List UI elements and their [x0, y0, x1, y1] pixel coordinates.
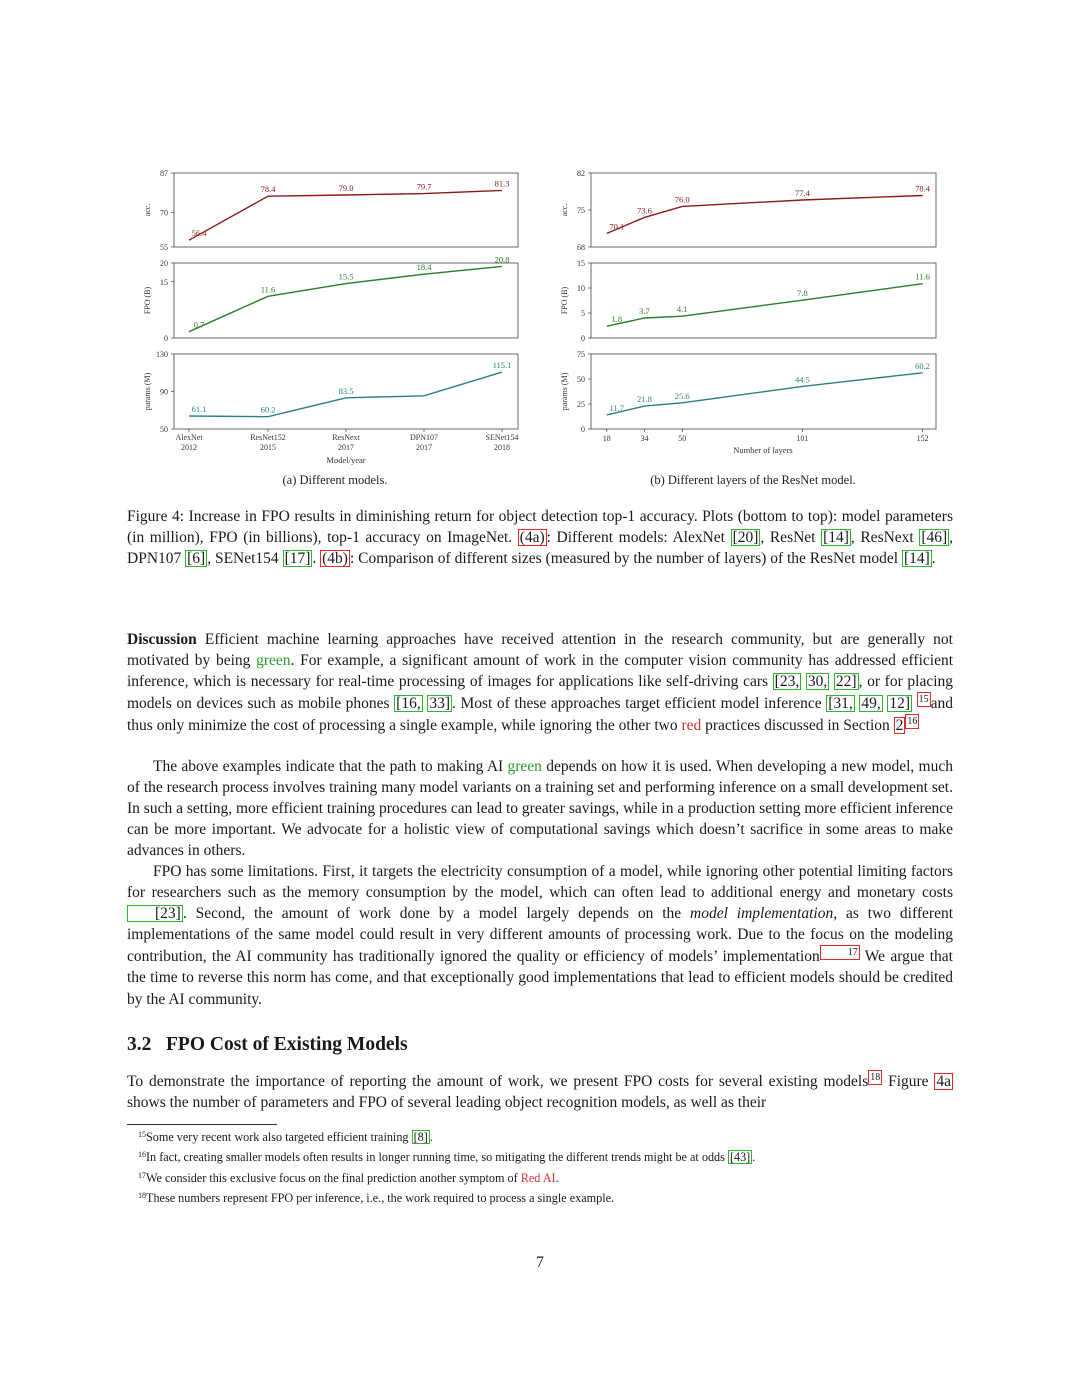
x-tick-label: SENet154	[485, 433, 519, 442]
y-axis-label: acc.	[143, 203, 152, 217]
x-tick-label: 50	[678, 434, 687, 443]
data-label: 61.1	[191, 403, 207, 414]
x-axis-label: Number of layers	[733, 445, 793, 455]
citation-33[interactable]: 33]	[429, 695, 450, 713]
footnote-18: $^{18}$These numbers represent FPO per inference, i.e., the work required to process a single example.	[138, 1190, 615, 1205]
y-axis-label: params (M)	[143, 372, 152, 411]
data-label: 70.1	[609, 221, 625, 232]
footnote-mark-18[interactable]: 18	[870, 1072, 881, 1083]
y-tick-label: 50	[577, 375, 585, 384]
y-tick-label: 90	[160, 387, 168, 397]
footnote-divider	[127, 1124, 277, 1125]
data-label: 11.6	[915, 271, 930, 282]
y-tick-label: 70	[160, 208, 168, 218]
data-label: 44.5	[794, 374, 810, 385]
y-axis-label: acc.	[560, 203, 569, 217]
citation-14[interactable]: [14]	[823, 529, 849, 547]
discussion-heading: Discussion	[127, 631, 197, 648]
y-tick-label: 130	[156, 350, 168, 359]
citation-12[interactable]: 12]	[889, 695, 911, 713]
data-label: 60.2	[260, 404, 276, 415]
data-label: 115.1	[492, 360, 512, 371]
footnote-16: $^{16}$In fact, creating smaller models often results in longer running time, so mitigating the different trends might be at odds [43] .	[138, 1150, 756, 1165]
x-tick-year: 2017	[416, 443, 432, 452]
figure-4	[0, 0, 1080, 500]
y-axis-label: FPO (B)	[143, 286, 152, 315]
data-label: 0.7	[193, 319, 205, 330]
y-tick-label: 0	[581, 425, 585, 434]
section-number: 3.2	[127, 1034, 152, 1055]
footnote-15: $^{15}$Some very recent work also targeted efficient training [8] .	[138, 1130, 433, 1144]
figref-4a[interactable]: (4a)	[519, 529, 545, 547]
citation-20[interactable]: [20]	[732, 529, 759, 547]
x-axis-label: Model/year	[326, 455, 366, 465]
data-label: 78.4	[260, 184, 276, 195]
y-tick-label: 25	[577, 400, 585, 409]
y-tick-label: 75	[577, 206, 585, 215]
series-line	[607, 373, 923, 415]
citation-14[interactable]: [14]	[903, 550, 930, 568]
citation-30[interactable]: 30,	[807, 673, 828, 691]
data-label: 11.7	[609, 402, 625, 413]
data-label: 81.3	[494, 178, 510, 189]
data-label: 76.0	[674, 194, 690, 205]
discussion-paragraph-3: FPO has some limitations. First, it targets the electricity consumption of a model, while ignoring other potential limiting factors for researchers such as the memory consumption by the model, which can often lead to additional energy and monetary costs [23] . Second, the amount of work done by a model largely depends on the model implementation, as two different implementations of the same model could result in very different amounts of processing work. Due to the focus on the modeling contribution, the AI community has traditionally ignored the quality or efficiency of models’ implementation 17 We argue that the time to reverse this norm has come, and that exceptionally good implementations that lead to efficient models should be credited by the AI community.	[127, 863, 954, 1008]
footnote-17: $^{17}$We consider this exclusive focus on the final prediction another symptom of Red AI.	[138, 1170, 559, 1185]
citation-6[interactable]: [6]	[187, 550, 206, 568]
citation-16[interactable]: [16,	[396, 695, 421, 713]
y-tick-label: 87	[160, 169, 168, 178]
citation-43[interactable]: [43]	[729, 1150, 751, 1165]
figref-4a[interactable]: 4a	[936, 1073, 952, 1090]
data-label: 20.8	[494, 254, 510, 265]
x-tick-label: ResNext	[332, 433, 360, 442]
citation-22[interactable]: 22]	[835, 673, 857, 691]
plot-frame	[591, 263, 936, 338]
x-tick-label: ResNet152	[250, 433, 286, 442]
data-label: 78.4	[915, 183, 931, 194]
data-label: 83.5	[338, 385, 354, 396]
y-axis-label: params (M)	[560, 372, 569, 411]
x-tick-label: 18	[602, 434, 611, 443]
footnote-mark-15[interactable]: 15	[918, 694, 929, 706]
citation-46[interactable]: [46]	[921, 529, 948, 547]
footnote-mark-17[interactable]: 17	[820, 945, 860, 960]
data-label: 15.5	[338, 271, 354, 282]
data-label: 60.2	[915, 360, 931, 371]
y-tick-label: 15	[577, 259, 585, 268]
citation-31[interactable]: [31,	[828, 695, 853, 713]
y-tick-label: 5	[581, 309, 585, 318]
x-tick-year: 2018	[494, 443, 510, 452]
x-tick-year: 2015	[260, 443, 276, 452]
series-line	[189, 190, 502, 240]
x-tick-year: 2017	[338, 443, 354, 452]
y-tick-label: 55	[160, 243, 168, 252]
x-tick-label: 34	[640, 434, 649, 443]
x-tick-year: 2012	[181, 443, 197, 452]
y-tick-label: 75	[577, 350, 585, 359]
citation-49[interactable]: 49,	[861, 695, 881, 713]
data-label: 73.6	[637, 205, 652, 216]
data-label: 18.4	[416, 262, 432, 273]
footnote-mark-16[interactable]: 16	[907, 716, 918, 728]
data-label: 1.8	[611, 314, 623, 325]
discussion-paragraph-2: The above examples indicate that the path to making AI green depends on how it is used. When developing a new model, much of the research process involves training many model variants on a training set and performing inference on a small development set. In such a setting, more efficient training procedures can lead to greater savings, while in a production setting more efficient inference can be more important. We advocate for a holistic view of computational savings which doesn’t sacrifice in some areas to make advances in others.	[127, 758, 953, 860]
footnotes	[138, 1126, 938, 1207]
y-tick-label: 20	[160, 259, 168, 268]
x-tick-label: AlexNet	[175, 433, 203, 442]
series-line	[607, 284, 923, 327]
x-tick-label: DPN107	[409, 433, 439, 442]
series-line	[607, 196, 923, 234]
x-tick-label: 101	[796, 434, 809, 443]
page-number: 7	[536, 1254, 544, 1271]
citation-17[interactable]: [17]	[284, 550, 311, 568]
sub-caption: (b) Different layers of the ResNet model.	[650, 473, 856, 487]
y-tick-label: 10	[577, 284, 585, 293]
figref-4b[interactable]: (4b)	[322, 550, 348, 568]
data-label: 25.6	[674, 390, 690, 401]
data-label: 21.8	[637, 394, 652, 405]
section-heading	[127, 1034, 408, 1056]
discussion-paragraph-1: Discussion Efficient machine learning approaches have received attention in the research community, but are generally not motivated by being green. For example, a significant amount of work in the computer vision community has addressed efficient inference, which is necessary for real-time processing of images for applications like self-driving cars [23, 30, 22] , or for placing models on devices such as mobile phones [16, 33] . Most of these approaches target efficient model inference [31, 49, 12] 15 and thus only minimize the cost of processing a single example, while ignoring the other two red practices discussed in Section 2 16	[127, 631, 954, 735]
data-label: 7.8	[797, 288, 808, 299]
data-label: 11.6	[260, 284, 276, 295]
data-label: 77.4	[794, 188, 810, 199]
y-tick-label: 68	[577, 243, 585, 252]
y-tick-label: 0	[581, 334, 585, 343]
sub-caption: (a) Different models.	[282, 473, 388, 487]
data-label: 79.7	[416, 181, 432, 192]
x-tick-label: 152	[916, 434, 929, 443]
y-tick-label: 0	[164, 334, 168, 343]
section-ref-2[interactable]: 2	[895, 717, 904, 735]
data-label: 3.7	[639, 305, 650, 316]
y-tick-label: 50	[160, 425, 168, 434]
section-title: FPO Cost of Existing Models	[166, 1034, 408, 1055]
y-axis-label: FPO (B)	[560, 286, 569, 315]
data-label: 4.1	[676, 304, 688, 315]
figure-caption: Figure 4: Increase in FPO results in diminishing return for object detection top-1 accuracy. Plots (bottom to top): model parameters (in million), FPO (in billions), top-1 accuracy on ImageNet. (4a) : Different models: AlexNet [20] , ResNet [14] , ResNext [46] , DPN107 [6] , SENet154 [17] . (4b) : Comparison of different sizes (measured by the number of layers) of the ResNet model [14] .	[127, 508, 954, 568]
citation-23[interactable]: [23,	[774, 673, 800, 691]
citation-8[interactable]: [8]	[413, 1130, 428, 1144]
data-label: 56.4	[191, 228, 207, 239]
section-paragraph-1: To demonstrate the importance of reporting the amount of work, we present FPO costs for several existing models 18 Figure 4a shows the number of parameters and FPO of several leading object recognition models, as well as their	[127, 1072, 952, 1112]
y-tick-label: 15	[160, 277, 168, 287]
y-tick-label: 82	[577, 169, 585, 178]
data-label: 79.0	[338, 183, 354, 193]
citation-23[interactable]: [23]	[127, 905, 183, 922]
